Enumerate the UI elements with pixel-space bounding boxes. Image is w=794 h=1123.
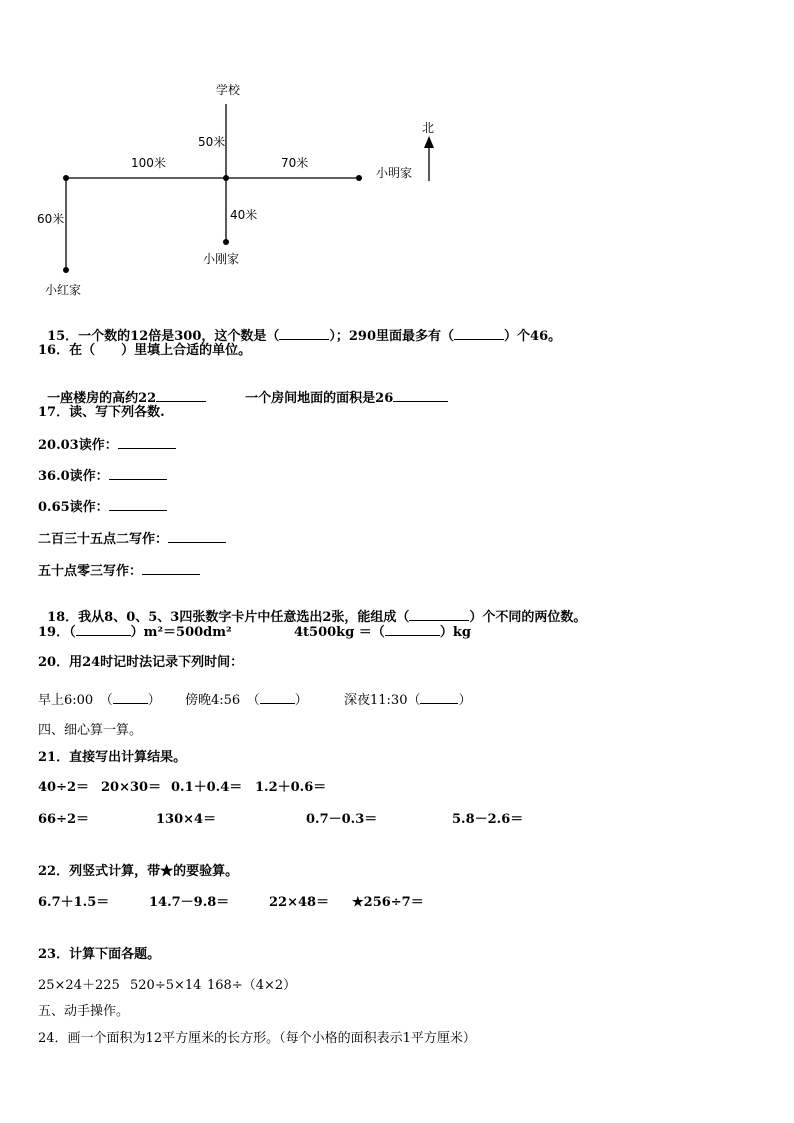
location-map-diagram (0, 0, 794, 310)
label-xiaogang: 小刚家 (203, 252, 240, 266)
answer-blank[interactable] (420, 692, 458, 704)
question-17-title: 17．读、写下列各数. (38, 405, 165, 420)
answer-blank[interactable] (454, 328, 504, 340)
question-16-title: 16．在（ ）里填上合适的单位。 (38, 343, 252, 358)
question-19: 19．（ ）m²＝500dm² 4t500kg ＝（ ）kg (38, 625, 471, 640)
section-5-heading: 五、动手操作。 (38, 1004, 130, 1019)
answer-blank[interactable] (109, 468, 167, 480)
question-21-row-2: 66÷2＝ 130×4＝ 0.7－0.3＝ 5.8－2.6＝ (38, 812, 524, 827)
answer-blank[interactable] (76, 624, 131, 636)
answer-blank[interactable] (113, 692, 148, 704)
label-xiaoming: 小明家 (376, 166, 413, 180)
point-xiaogang (223, 239, 229, 245)
label-school: 学校 (216, 83, 241, 97)
question-22-title: 22．列竖式计算，带★的要验算。 (38, 864, 239, 879)
question-17-item: 36.0读作： (38, 468, 167, 485)
answer-blank[interactable] (260, 692, 295, 704)
answer-blank[interactable] (109, 499, 167, 511)
question-24: 24．画一个面积为12平方厘米的长方形。（每个小格的面积表示1平方厘米） (38, 1031, 476, 1046)
answer-blank[interactable] (168, 531, 226, 543)
question-18: 18．我从8、0、5、3四张数字卡片中任意选出2张，能组成（ ）个不同的两位数。 (47, 610, 587, 625)
label-distance-down: 40米 (230, 208, 258, 222)
answer-blank[interactable] (156, 390, 206, 402)
label-distance-school: 50米 (198, 135, 226, 149)
answer-blank[interactable] (385, 624, 440, 636)
answer-blank[interactable] (118, 437, 176, 449)
section-4-heading: 四、细心算一算。 (38, 723, 143, 738)
north-arrow-head (424, 136, 434, 148)
question-17-item: 二百三十五点二写作： (38, 531, 226, 548)
question-22-items: 6.7＋1.5＝ 14.7－9.8＝ 22×48＝ ★256÷7＝ (38, 895, 424, 910)
question-23-items: 25×24＋225 520÷5×14 168÷（4×2） (38, 978, 297, 993)
question-17-item: 0.65读作： (38, 499, 167, 516)
answer-blank[interactable] (279, 328, 329, 340)
point-xiaohong (63, 267, 69, 273)
question-17-item: 五十点零三写作： (38, 563, 200, 580)
label-distance-hong: 60米 (37, 212, 65, 226)
question-21-title: 21．直接写出计算结果。 (38, 750, 187, 765)
answer-blank[interactable] (142, 563, 200, 575)
point-center (223, 175, 229, 181)
label-north: 北 (422, 121, 435, 135)
label-distance-left: 100米 (131, 156, 166, 170)
point-corner (63, 175, 69, 181)
question-20-times: 早上6:00 （ ） 傍晚4:56 （ ） 深夜11:30（ ） (38, 693, 472, 708)
question-15: 15．一个数的12倍是300，这个数是（ ）；290里面最多有（ ）个46。 (47, 329, 562, 344)
question-20-title: 20．用24时记时法记录下列时间： (38, 655, 244, 670)
question-23-title: 23．计算下面各题。 (38, 947, 161, 962)
question-17-item: 20.03读作： (38, 437, 176, 454)
answer-blank[interactable] (409, 609, 469, 621)
label-distance-right: 70米 (281, 156, 309, 170)
question-21-row-1: 40÷2＝ 20×30＝ 0.1＋0.4＝ 1.2＋0.6＝ (38, 780, 327, 795)
answer-blank[interactable] (393, 390, 448, 402)
label-xiaohong: 小红家 (45, 283, 82, 297)
point-xiaoming (356, 175, 362, 181)
question-16-items: 一座楼房的高约22 一个房间地面的面积是26 (38, 374, 448, 407)
